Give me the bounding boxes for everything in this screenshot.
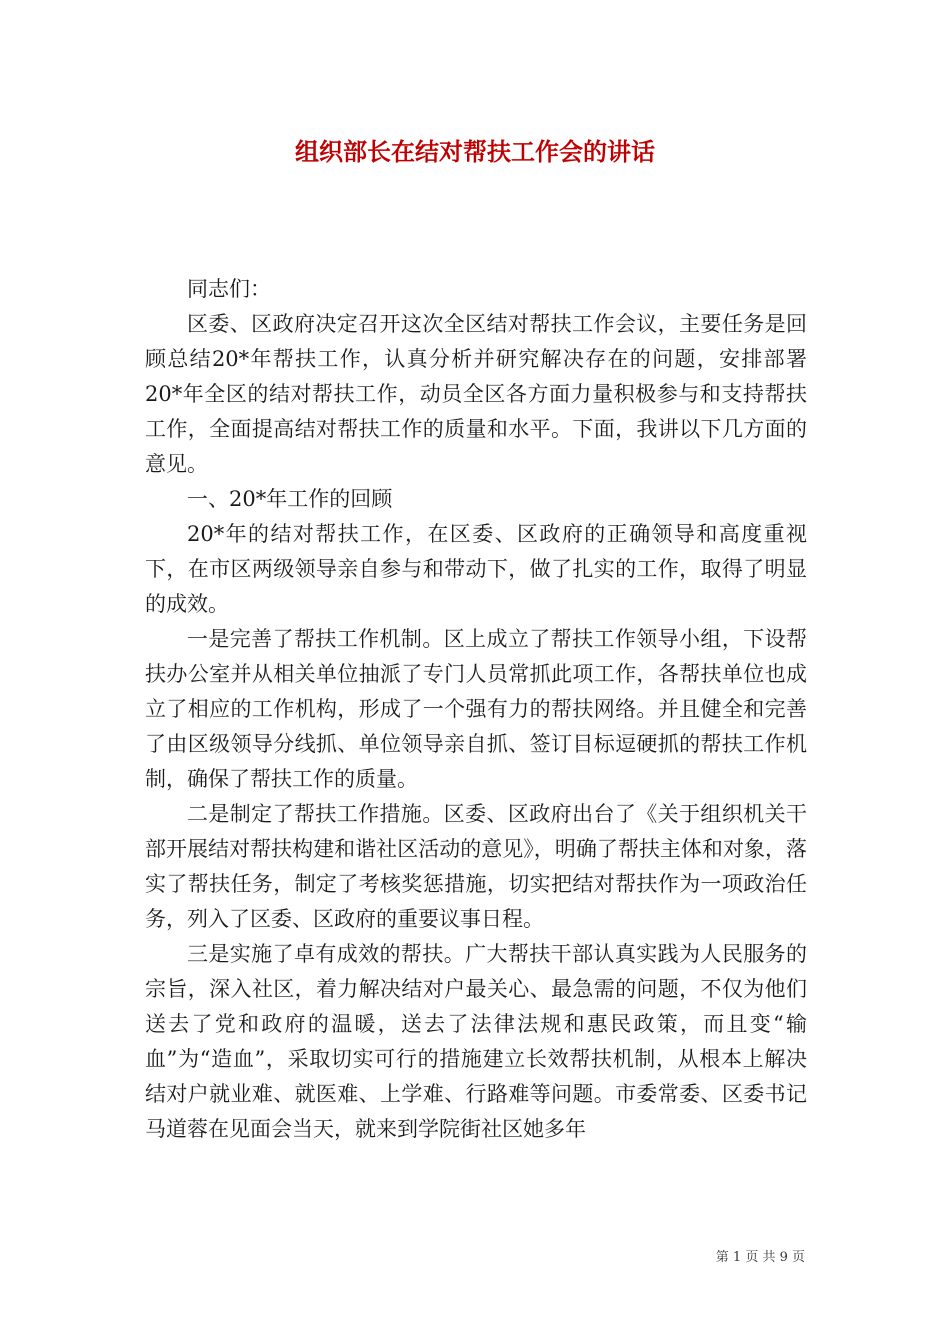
section-heading: 一、20*年工作的回顾 [187, 487, 393, 511]
paragraph: 三是实施了卓有成效的帮扶。广大帮扶干部认真实践为人民服务的宗旨，深入社区，着力解决结对户最关心、最急需的问题，不仅为他们送去了党和政府的温暖，送去了法律法规和惠民政策，而且变“输血”为“造血”，采取切实可行的措施建立长效帮扶机制，从根本上解决结对户就业难、就医难、上学难、行路难等问题。市委常委、区委书记马道蓉在见面会当天，就来到学院街社区她多年 [145, 942, 807, 1141]
paragraph: 区委、区政府决定召开这次全区结对帮扶工作会议，主要任务是回顾总结20*年帮扶工作，认真分析并研究解决存在的问题，安排部署20*年全区的结对帮扶工作，动员全区各方面力量积极参与和支持帮扶工作，全面提高结对帮扶工作的质量和水平。下面，我讲以下几方面的意见。 [145, 312, 807, 476]
paragraph: 一是完善了帮扶工作机制。区上成立了帮扶工作领导小组，下设帮扶办公室并从相关单位抽派了专门人员常抓此项工作，各帮扶单位也成立了相应的工作机构，形成了一个强有力的帮扶网络。并且健全和完善了由区级领导分线抓、单位领导亲自抓、签订目标逗硬抓的帮扶工作机制，确保了帮扶工作的质量。 [145, 627, 807, 791]
paragraph: 二是制定了帮扶工作措施。区委、区政府出台了《关于组织机关干部开展结对帮扶构建和谐社区活动的意见》，明确了帮扶主体和对象，落实了帮扶任务，制定了考核奖惩措施，切实把结对帮扶作为一项政治任务，列入了区委、区政府的重要议事日程。 [145, 802, 807, 931]
document-title: 组织部长在结对帮扶工作会的讲话 [295, 138, 655, 166]
document-body [145, 272, 807, 1147]
paragraph: 20*年的结对帮扶工作，在区委、区政府的正确领导和高度重视下，在市区两级领导亲自参与和带动下，做了扎实的工作，取得了明显的成效。 [145, 522, 807, 616]
salutation: 同志们： [187, 277, 271, 301]
page-number: 第 1 页 共 9 页 [715, 1250, 805, 1265]
